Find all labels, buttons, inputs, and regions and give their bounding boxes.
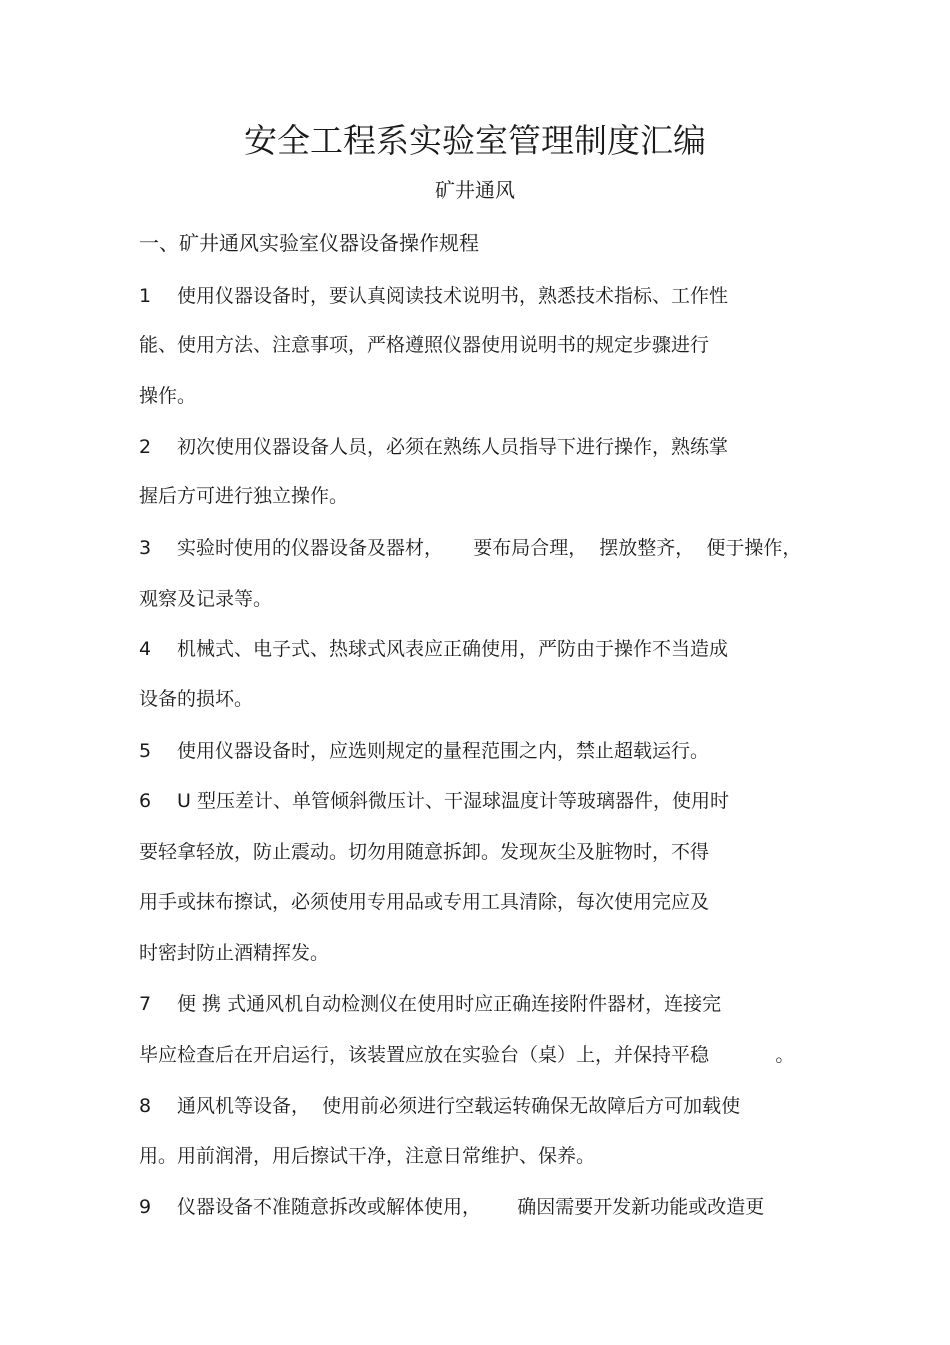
rule-text: 机械式、电子式、热球式风表应正确使用，严防由于操作不当造成 — [177, 638, 729, 660]
rule-1-line-3: 操作。 — [139, 385, 197, 407]
rule-4-line-1 — [139, 634, 728, 664]
document-title: 安全工程系实验室管理制度汇编 — [244, 121, 706, 160]
document-subtitle: 矿井通风 — [435, 178, 515, 202]
rule-text: 便 携 式通风机自动检测仪在使用时应正确连接附件器材，连接完 — [177, 993, 722, 1015]
rule-6-line-1 — [139, 786, 729, 816]
rule-number: 2 — [139, 436, 152, 458]
rule-8-line-1 — [139, 1091, 740, 1121]
rule-7-line-1 — [139, 989, 721, 1019]
rule-9-line-1 — [139, 1192, 764, 1222]
rule-6-line-4: 时密封防止酒精挥发。 — [139, 942, 330, 964]
rule-3-line-1 — [139, 533, 801, 563]
section-heading: 一、矿井通风实验室仪器设备操作规程 — [139, 231, 479, 255]
rule-2-line-1 — [139, 432, 728, 462]
rule-4-line-2: 设备的损坏。 — [139, 688, 254, 710]
rule-text: 使用仪器设备时，要认真阅读技术说明书，熟悉技术指标、工作性 — [177, 285, 729, 307]
rule-6-line-2: 要轻拿轻放，防止震动。切勿用随意拆卸。发现灰尘及脏物时，不得 — [139, 841, 710, 863]
rule-text: 实验时使用的仪器设备及器材， 要布局合理， 摆放整齐， 便于操作， — [177, 537, 802, 559]
rule-6-line-3: 用手或抹布擦试，必须使用专用品或专用工具清除，每次使用完应及 — [139, 891, 710, 913]
rule-text: 仪器设备不准随意拆改或解体使用， 确因需要开发新功能或改造更 — [177, 1196, 765, 1218]
rule-number: 5 — [139, 740, 152, 762]
rule-5-line-1 — [139, 736, 709, 766]
rule-number: 7 — [139, 993, 152, 1015]
rule-2-line-2: 握后方可进行独立操作。 — [139, 485, 349, 507]
rule-8-line-2: 用。用前润滑，用后擦试干净，注意日常维护、保养。 — [139, 1145, 596, 1167]
rule-7-line-2: 毕应检查后在开启运行，该装置应放在实验台（桌）上，并保持平稳 。 — [139, 1044, 795, 1066]
rule-text: U 型压差计、单管倾斜微压计、干湿球温度计等玻璃器件，使用时 — [177, 790, 729, 812]
rule-text: 通风机等设备， 使用前必须进行空载运转确保无故障后方可加载使 — [177, 1095, 741, 1117]
rule-text: 使用仪器设备时，应选则规定的量程范围之内，禁止超载运行。 — [177, 740, 710, 762]
rule-text: 初次使用仪器设备人员，必须在熟练人员指导下进行操作，熟练掌 — [177, 436, 729, 458]
rule-3-line-2: 观察及记录等。 — [139, 588, 273, 610]
rule-number: 8 — [139, 1095, 152, 1117]
rule-number: 9 — [139, 1196, 152, 1218]
rule-1-line-1 — [139, 281, 728, 311]
rule-number: 6 — [139, 790, 152, 812]
rule-1-line-2: 能、使用方法、注意事项，严格遵照仪器使用说明书的规定步骤进行 — [139, 334, 710, 356]
rule-number: 3 — [139, 537, 152, 559]
rule-number: 1 — [139, 285, 152, 307]
rule-number: 4 — [139, 638, 152, 660]
